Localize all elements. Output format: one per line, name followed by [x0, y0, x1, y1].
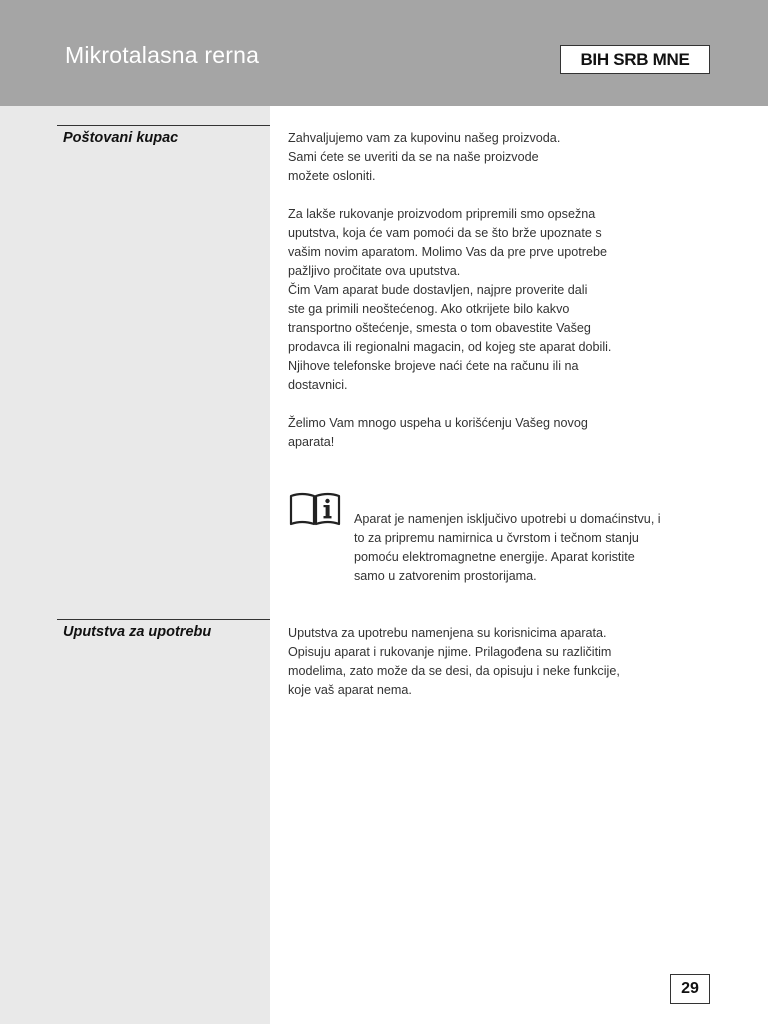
body-line: Zahvaljujemo vam za kupovinu našeg proizvoda. [288, 131, 561, 145]
body-line: Želimo Vam mnogo uspeha u korišćenju Vašeg novog [288, 416, 588, 430]
info-line: pomoću elektromagnetne energije. Aparat koristite [354, 550, 635, 564]
info-line: Aparat je namenjen isključivo upotrebi u domaćinstvu, i [354, 512, 661, 526]
body-line: transportno oštećenje, smesta o tom obavestite Vašeg [288, 321, 591, 335]
body-line: možete osloniti. [288, 169, 376, 183]
book-info-icon [289, 491, 341, 526]
info-note [354, 510, 724, 586]
section-divider [57, 619, 270, 620]
page-header [0, 0, 768, 106]
section-body-postovani-kupac [288, 129, 688, 452]
page-title: Mikrotalasna rerna [65, 42, 260, 68]
body-line: vašim novim aparatom. Molimo Vas da pre prve upotrebe [288, 245, 607, 259]
body-line: ste ga primili neoštećenog. Ako otkrijete bilo kakvo [288, 302, 570, 316]
body-line: pažljivo pročitate ova uputstva. [288, 264, 461, 278]
body-line: Za lakše rukovanje proizvodom pripremili smo opsežna [288, 207, 596, 221]
body-line: dostavnici. [288, 378, 348, 392]
sidebar [0, 106, 270, 1024]
section-heading-postovani-kupac: Poštovani kupac [63, 130, 179, 146]
body-line: prodavca ili regionalni magacin, od kojeg ste aparat dobili. [288, 340, 612, 354]
body-line: Uputstva za upotrebu namenjena su korisnicima aparata. [288, 626, 607, 640]
info-line: to za pripremu namirnica u čvrstom i tečnom stanju [354, 531, 639, 545]
body-line: koje vaš aparat nema. [288, 683, 412, 697]
body-line: uputstva, koja će vam pomoći da se što brže upoznate s [288, 226, 602, 240]
section-divider [57, 125, 270, 126]
body-line: aparata! [288, 435, 335, 449]
body-line: Sami ćete se uveriti da se na naše proizvode [288, 150, 539, 164]
body-line: modelima, zato može da se desi, da opisuju i neke funkcije, [288, 664, 620, 678]
body-line: Čim Vam aparat bude dostavljen, najpre proverite dali [288, 283, 588, 297]
info-line: samo u zatvorenim prostorijama. [354, 569, 537, 583]
page-number: 29 [670, 974, 710, 1004]
body-line: Opisuju aparat i rukovanje njime. Prilagođena su različitim [288, 645, 612, 659]
language-badge: BIH SRB MNE [560, 45, 710, 74]
section-body-uputstva-za-upotrebu [288, 624, 688, 700]
section-heading-uputstva-za-upotrebu: Uputstva za upotrebu [63, 624, 212, 640]
body-line: Njihove telefonske brojeve naći ćete na računu ili na [288, 359, 579, 373]
